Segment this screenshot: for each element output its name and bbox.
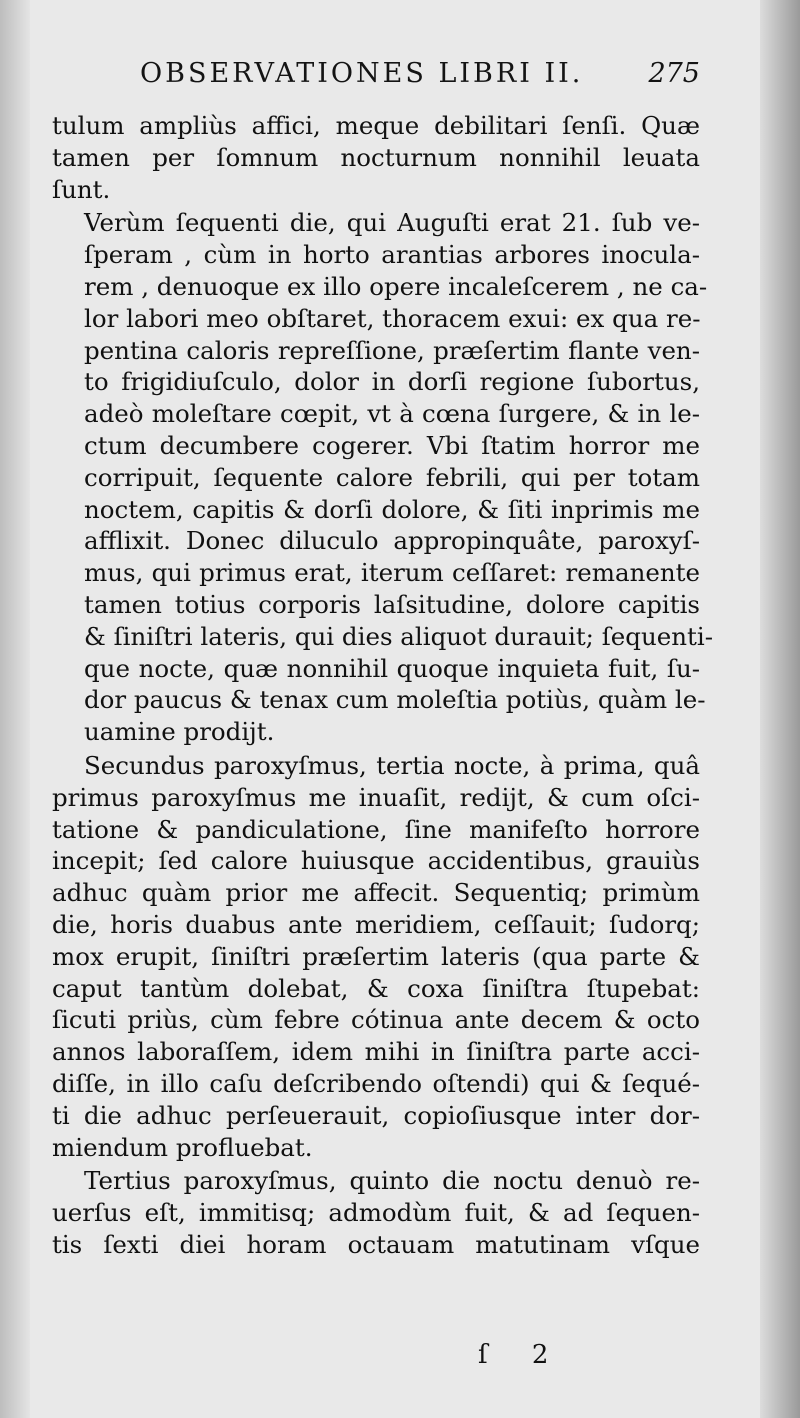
page-edge-right (760, 0, 800, 1418)
text-line: caput tantùm dolebat, & coxa ſiniſtra ſtupebat: (52, 973, 700, 1003)
text-line: ſicuti priùs, cùm febre cótinua ante decem & octo (52, 1005, 700, 1035)
text-line: Verùm ſequenti die, qui Auguſti erat 21. ſub ve- (84, 208, 700, 238)
text-line: tamen per ſomnum nocturnum nonnihil leuata (52, 142, 700, 172)
text-line: ſperam , cùm in horto arantias arbores inocula- (84, 240, 700, 270)
body-text (52, 110, 713, 1261)
text-line: ctum decumbere cogerer. Vbi ſtatim horror me (84, 430, 700, 460)
page-number: 275 (648, 58, 700, 89)
paragraph (52, 1165, 700, 1260)
text-line: rem , denuoque ex illo opere incaleſcerem , ne ca- (84, 271, 708, 301)
text-line: pentina caloris repreſſione, præſertim flante ven- (84, 335, 700, 365)
text-line: miendum profluebat. (52, 1132, 313, 1162)
text-line: ti die adhuc perſeuerauit, copioſiusque inter dor- (52, 1100, 700, 1130)
running-head (140, 58, 700, 98)
text-line: die, horis duabus ante meridiem, ceſſauit; ſudorq; (52, 909, 700, 939)
text-line: corripuit, ſequente calore febrili, qui per totam (84, 462, 700, 492)
text-line: tis ſexti diei horam octauam matutinam vſque (52, 1229, 700, 1259)
text-line: Tertius paroxyſmus, quinto die noctu denuò re- (84, 1166, 700, 1196)
text-line: dor paucus & tenax cum moleſtia potiùs, quàm le- (84, 685, 706, 715)
text-line: tatione & pandiculatione, ſine manifeſto horrore (52, 814, 700, 844)
text-line: diſſe, in illo caſu deſcribendo oſtendi) qui & ſequé- (52, 1068, 700, 1098)
running-head-title: OBSERVATIONES LIBRI II. (140, 58, 584, 89)
text-line: Secundus paroxyſmus, tertia nocte, à prima, quâ (84, 750, 700, 780)
paragraph (52, 207, 713, 748)
paragraph (52, 750, 700, 1163)
page-edge-left (0, 0, 30, 1418)
signature-mark: ſ 2 (478, 1340, 567, 1370)
text-line: uamine prodijt. (84, 717, 275, 747)
text-line: que nocte, quæ nonnihil quoque inquieta fuit, ſu- (84, 653, 700, 683)
text-line: primus paroxyſmus me inuaſit, redijt, & cum oſci- (52, 782, 700, 812)
paragraph (52, 110, 700, 205)
text-line: adhuc quàm prior me affecit. Sequentiq; primùm (52, 878, 700, 908)
text-line: ſunt. (52, 174, 111, 204)
text-line: annos laboraſſem, idem mihi in ſiniſtra parte acci- (52, 1037, 700, 1067)
text-line: mus, qui primus erat, iterum ceſſaret: remanente (84, 558, 700, 588)
text-line: & ſiniſtri lateris, qui dies aliquot durauit; ſequenti- (84, 621, 713, 651)
text-line: incepit; ſed calore huiusque accidentibus, grauiùs (52, 846, 700, 876)
text-line: afflixit. Donec diluculo appropinquâte, paroxyſ- (84, 526, 700, 556)
text-line: tulum ampliùs affici, meque debilitari ſenſi. Quæ (52, 111, 700, 140)
text-line: uerſus eſt, immitisq; admodùm fuit, & ad ſequen- (52, 1198, 700, 1228)
text-line: tamen totius corporis laſsitudine, dolore capitis (84, 589, 700, 619)
text-line: to frigidiuſculo, dolor in dorſi regione ſubortus, (84, 367, 700, 397)
text-line: adeò moleſtare cœpit, vt à cœna ſurgere, & in le- (84, 399, 700, 429)
text-line: mox erupit, ſiniſtri præſertim lateris (qua parte & (52, 941, 700, 971)
text-line: noctem, capitis & dorſi dolore, & ſiti inprimis me (84, 494, 700, 524)
text-line: lor labori meo obſtaret, thoracem exui: ex qua re- (84, 303, 701, 333)
